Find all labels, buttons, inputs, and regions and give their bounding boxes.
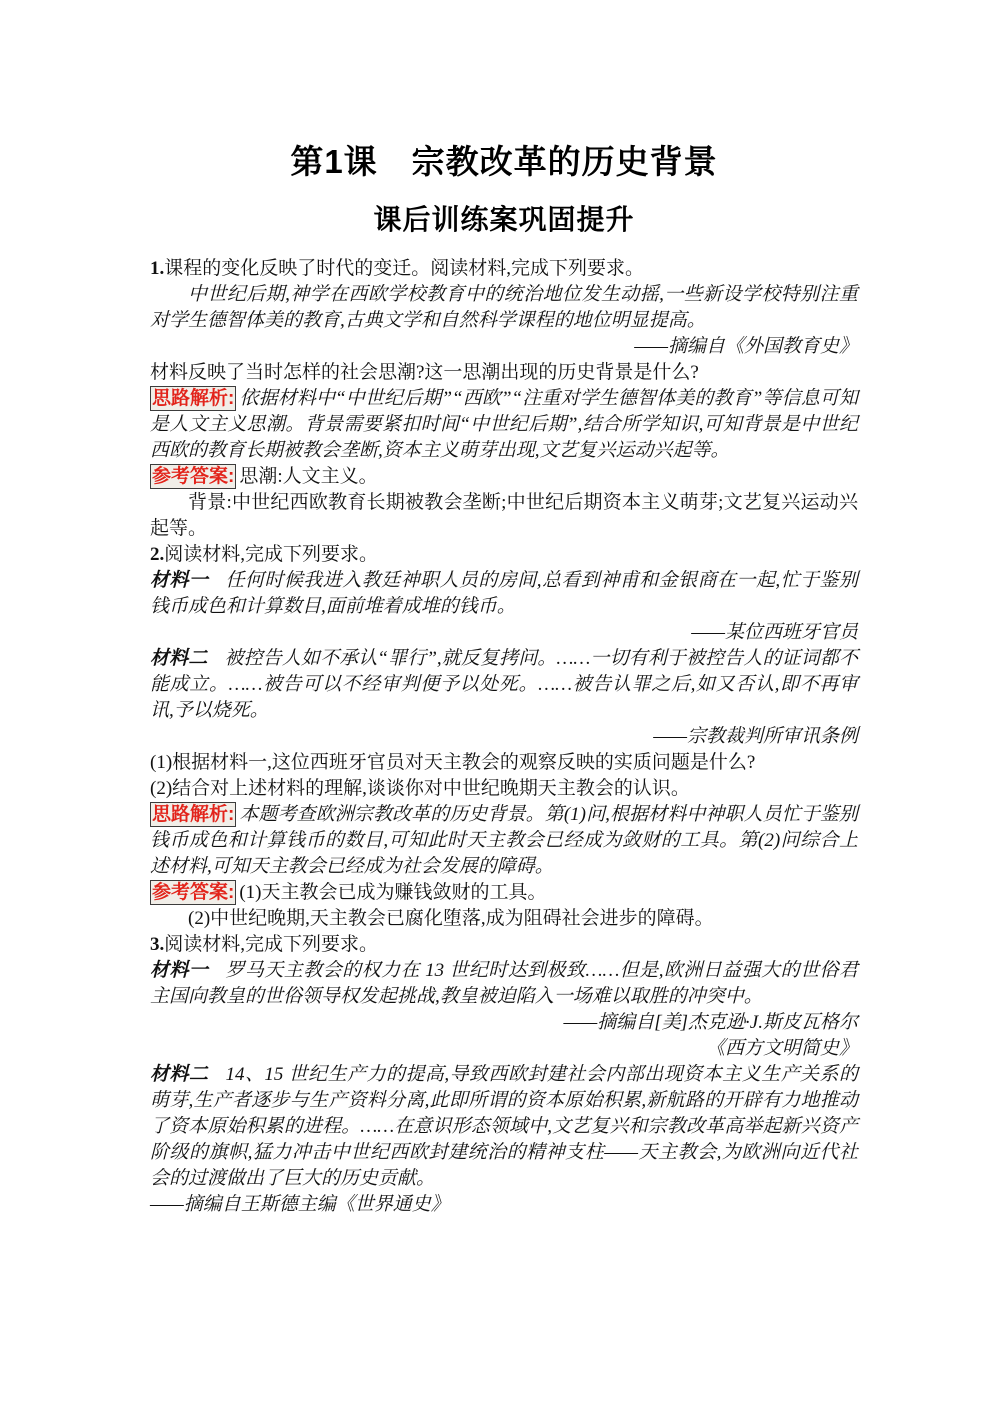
question-1-answer-text-1: 思潮:人文主义。 — [239, 466, 378, 487]
question-1-answer — [150, 464, 858, 490]
analysis-label-badge: 思路解析: — [152, 804, 235, 825]
material-1-text: 任何时候我进入教廷神职人员的房间,总看到神甫和金银商在一起,忙于鉴别钱币成色和计算数目,面前堆着成堆的钱币。 — [150, 570, 858, 617]
question-2-material-1 — [150, 568, 858, 620]
question-3-line — [150, 932, 858, 958]
question-3-material-1-source-author: ——摘编自[美]杰克逊·J.斯皮瓦格尔 — [563, 1012, 858, 1033]
question-1-analysis — [150, 386, 858, 464]
question-2-answer-text-2: (2)中世纪晚期,天主教会已腐化堕落,成为阻碍社会进步的障碍。 — [188, 908, 714, 929]
question-1-number: 1. — [150, 258, 165, 279]
question-1-text: 课程的变化反映了时代的变迁。阅读材料,完成下列要求。 — [164, 258, 645, 279]
material-2-text: 被控告人如不承认“罪行”,就反复拷问。……一切有利于被控告人的证词都不能成立。……被告可以不经审判便予以处死。……被告认罪之后,如又否认,即不再审讯,予以烧死。 — [150, 648, 858, 721]
question-1-prompt: 材料反映了当时怎样的社会思潮?这一思潮出现的历史背景是什么? — [150, 362, 699, 383]
material-2-text: 14、15 世纪生产力的提高,导致西欧封建社会内部出现资本主义生产关系的萌芽,生产者逐步与生产资料分离,此即所谓的资本原始积累,新航路的开辟有力地推动了资本原始积累的进程。……在意识形态领域中,文艺复兴和宗教改革高举起新兴资产阶级的旗帜,猛力冲击中世纪西欧封建统治的精神支柱——天主教会,为欧洲向近代社会的过渡做出了巨大的历史贡献。 — [150, 1064, 858, 1189]
answer-label-badge: 参考答案: — [152, 882, 235, 903]
material-1-text: 罗马天主教会的权力在 13 世纪时达到极致……但是,欧洲日益强大的世俗君主国向教皇的世俗领导权发起挑战,教皇被迫陷入一场难以取胜的冲突中。 — [150, 960, 858, 1007]
question-2-material-2-source: ——宗教裁判所审讯条例 — [653, 726, 858, 747]
question-2-text: 阅读材料,完成下列要求。 — [164, 544, 379, 565]
question-1-section — [150, 256, 858, 542]
question-1-answer-text-2: 背景:中世纪西欧教育长期被教会垄断;中世纪后期资本主义萌芽;文艺复兴运动兴起等。 — [150, 492, 858, 539]
analysis-label-badge: 思路解析: — [152, 388, 235, 409]
question-2-analysis-text: 本题考查欧洲宗教改革的历史背景。第(1)问,根据材料中神职人员忙于鉴别钱币成色和计算钱币的数目,可知此时天主教会已经成为敛财的工具。第(2)问综合上述材料,可知天主教会已经成为社会发展的障碍。 — [150, 804, 858, 877]
material-1-label: 材料一 — [150, 570, 209, 591]
question-3-number: 3. — [150, 934, 165, 955]
question-3-material-1-source-book: 《西方文明简史》 — [705, 1038, 858, 1059]
question-2-material-2 — [150, 646, 858, 724]
material-2-label: 材料二 — [150, 1064, 209, 1085]
page-subtitle: 课后训练案巩固提升 — [373, 204, 635, 235]
answer-label-badge: 参考答案: — [152, 466, 235, 487]
question-3-material-2 — [150, 1062, 858, 1192]
question-2-analysis — [150, 802, 858, 880]
question-1-material-source: ——摘编自《外国教育史》 — [634, 336, 858, 357]
page-title: 第1课 宗教改革的历史背景 — [290, 143, 718, 180]
question-2-material-1-source: ——某位西班牙官员 — [691, 622, 858, 643]
question-3-text: 阅读材料,完成下列要求。 — [164, 934, 379, 955]
question-2-answer — [150, 880, 858, 906]
question-2-section — [150, 542, 858, 932]
material-1-label: 材料一 — [150, 960, 209, 981]
question-1-line — [150, 256, 858, 282]
question-3-material-2-source: ——摘编自王斯德主编《世界通史》 — [150, 1194, 450, 1215]
question-2-answer-text-1: (1)天主教会已成为赚钱敛财的工具。 — [239, 882, 547, 903]
question-1-analysis-text: 依据材料中“中世纪后期”“西欧”“注重对学生德智体美的教育”等信息可知是人文主义思潮。背景需要紧扣时间“中世纪后期”,结合所学知识,可知背景是中世纪西欧的教育长期被教会垄断,资本主义萌芽出现,文艺复兴运动兴起等。 — [150, 388, 858, 461]
question-2-number: 2. — [150, 544, 165, 565]
question-2-subquestion-2: (2)结合对上述材料的理解,谈谈你对中世纪晚期天主教会的认识。 — [150, 778, 690, 799]
question-2-line — [150, 542, 858, 568]
question-3-section — [150, 932, 858, 1218]
material-2-label: 材料二 — [150, 648, 208, 669]
question-2-subquestion-1: (1)根据材料一,这位西班牙官员对天主教会的观察反映的实质问题是什么? — [150, 752, 756, 773]
question-3-material-1 — [150, 958, 858, 1010]
question-1-material: 中世纪后期,神学在西欧学校教育中的统治地位发生动摇,一些新设学校特别注重对学生德智体美的教育,古典文学和自然科学课程的地位明显提高。 — [150, 284, 858, 331]
page-body — [150, 256, 858, 1218]
